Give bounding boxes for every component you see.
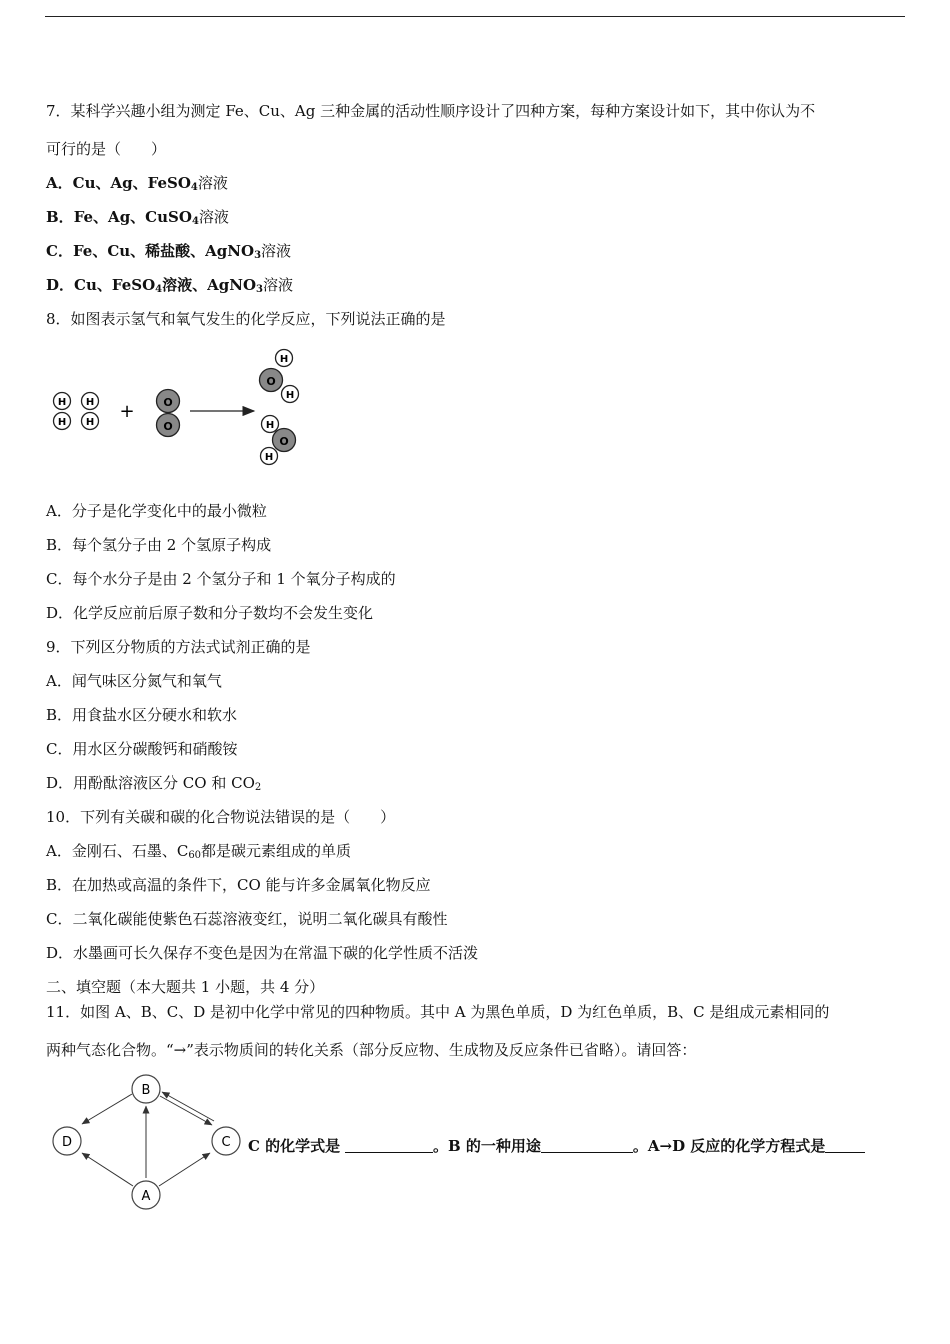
atom-label: O (163, 420, 173, 433)
arrow-b-to-c (160, 1096, 212, 1125)
node-label: C (221, 1135, 231, 1150)
option-text: 溶液 (261, 242, 292, 260)
q10-option-d[interactable]: D．水墨画可长久保存不变色是因为在常温下碳的化学性质不活泼 (46, 944, 479, 962)
q8-reaction-diagram (44, 344, 314, 470)
q9-option-a[interactable]: A．闻气味区分氮气和氧气 (46, 672, 222, 690)
arrow-b-to-d (82, 1094, 132, 1124)
arrow-c-to-b (162, 1092, 214, 1121)
water-molecule-1 (260, 350, 299, 403)
node-b (132, 1075, 160, 1103)
option-text: D．用酚酞溶液区分 CO 和 CO (46, 774, 255, 792)
q11-stem-line2: 两种气态化合物。“→”表示物质间的转化关系（部分反应物、生成物及反应条件已省略）。请回答： (46, 1041, 697, 1059)
section-title: 二、填空题（本大题共 1 小题，共 4 分） (46, 978, 325, 996)
hydrogen-molecule-2 (82, 393, 99, 430)
q10-option-a[interactable] (46, 841, 351, 861)
answer-blank-1[interactable] (345, 1138, 433, 1153)
q7-option-a[interactable] (46, 173, 228, 193)
node-label: A (141, 1189, 151, 1204)
q9-option-c[interactable]: C．用水区分碳酸钙和硝酸铵 (46, 740, 238, 758)
atom-label: H (279, 354, 289, 365)
option-text: 都是碳元素组成的单质 (201, 842, 352, 860)
node-label: D (61, 1135, 73, 1150)
q11-stem-line1: 11．如图 A、B、C、D 是初中化学中常见的四种物质。其中 A 为黑色单质，D 为红色单质，B、C 是组成元素相同的 (46, 1003, 830, 1021)
answer-blank-2[interactable] (541, 1138, 633, 1153)
option-text: 溶液、AgNO (162, 276, 257, 294)
q10-option-b[interactable]: B．在加热或高温的条件下，CO 能与许多金属氧化物反应 (46, 876, 431, 894)
subscript: 3 (256, 284, 263, 295)
subscript: 4 (155, 284, 163, 295)
q7-stem-line1: 7．某科学兴趣小组为测定 Fe、Cu、Ag 三种金属的活动性顺序设计了四种方案，每种方案设计如下，其中你认为不 (46, 102, 816, 120)
fill-text: 。A→D 反应的化学方程式是 (632, 1137, 826, 1155)
atom-label: H (264, 452, 274, 463)
q9-stem: 9．下列区分物质的方法式试剂正确的是 (46, 638, 311, 656)
arrow-a-to-d (82, 1153, 133, 1186)
subscript: 2 (254, 782, 262, 793)
header-rule (45, 16, 905, 17)
q9-option-b[interactable]: B．用食盐水区分硬水和软水 (46, 706, 238, 724)
node-a (132, 1181, 160, 1209)
answer-blank-3[interactable] (825, 1138, 865, 1153)
atom-label: H (85, 397, 95, 408)
node-d (53, 1127, 81, 1155)
option-text: Cu、FeSO (74, 276, 156, 294)
option-letter: D． (46, 276, 75, 294)
fill-text: C 的化学式是 (248, 1137, 341, 1155)
plus-sign: + (119, 401, 135, 422)
oxygen-molecule (157, 390, 180, 437)
atom-label: H (85, 417, 95, 428)
q8-option-a[interactable]: A．分子是化学变化中的最小微粒 (46, 502, 267, 520)
q11-conversion-diagram (46, 1070, 246, 1214)
hydrogen-molecule-1 (54, 393, 71, 430)
option-letter: B． (46, 208, 74, 226)
subscript: 60 (188, 850, 202, 861)
option-text: Fe、Ag、CuSO (73, 208, 192, 226)
option-text: 溶液 (262, 276, 293, 294)
subscript: 3 (254, 250, 262, 261)
subscript: 4 (191, 216, 199, 227)
option-text: 溶液 (197, 174, 228, 192)
q8-option-b[interactable]: B．每个氢分子由 2 个氢原子构成 (46, 536, 272, 554)
option-text: 溶液 (198, 208, 229, 226)
node-c (212, 1127, 240, 1155)
q9-option-d[interactable] (46, 773, 261, 793)
atom-label: H (57, 417, 67, 428)
q10-option-c[interactable]: C．二氧化碳能使紫色石蕊溶液变红，说明二氧化碳具有酸性 (46, 910, 448, 928)
option-text: A．金刚石、石墨、C (46, 842, 189, 860)
q8-option-d[interactable]: D．化学反应前后原子数和分子数均不会发生变化 (46, 604, 374, 622)
node-label: B (141, 1083, 151, 1098)
atom-label: H (265, 420, 275, 431)
q10-stem: 10．下列有关碳和碳的化合物说法错误的是（ ） (46, 808, 396, 826)
q7-option-d[interactable] (46, 275, 293, 295)
q8-option-c[interactable]: C．每个水分子是由 2 个氢分子和 1 个氧分子构成的 (46, 570, 396, 588)
fill-text: 。B 的一种用途 (432, 1137, 541, 1155)
atom-label: O (266, 375, 276, 388)
atom-label: O (279, 435, 289, 448)
q7-option-c[interactable] (46, 241, 291, 261)
q11-fill-line (248, 1136, 865, 1156)
q7-stem-line2: 可行的是（ ） (46, 140, 167, 158)
option-letter: C． (46, 242, 73, 260)
option-text: Cu、Ag、FeSO (72, 174, 191, 192)
atom-label: H (285, 390, 295, 401)
water-molecule-2 (261, 416, 296, 465)
atom-label: H (57, 397, 67, 408)
arrow-a-to-c (159, 1153, 210, 1186)
q7-option-b[interactable] (46, 207, 229, 227)
option-letter: A． (46, 174, 73, 192)
subscript: 4 (190, 182, 198, 193)
q8-stem: 8．如图表示氢气和氧气发生的化学反应，下列说法正确的是 (46, 310, 446, 328)
option-text: Fe、Cu、稀盐酸、AgNO (72, 242, 255, 260)
atom-label: O (163, 396, 173, 409)
